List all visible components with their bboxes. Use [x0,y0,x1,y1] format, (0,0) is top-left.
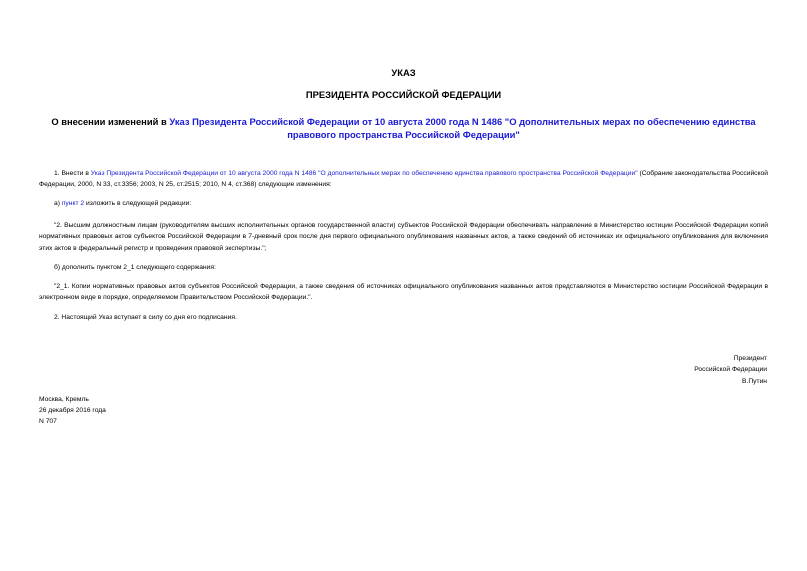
document-issuer: ПРЕЗИДЕНТА РОССИЙСКОЙ ФЕДЕРАЦИИ [305,89,502,100]
paragraph-b: б) дополнить пунктом 2_1 следующего содержания: [54,264,216,271]
place-date-block [39,395,106,427]
document-title: УКАЗ [391,67,416,78]
paragraph-1-decree-link[interactable]: Указ Президента Российской Федерации от 10 августа 2000 года N 1486 "О дополнительных мерах по обеспечению единства правового пространства Российской Федерации" [90,170,638,177]
paragraph-1-suffix: (Собрание законодательства Российской Федерации, 2000, N 33, ст.3356; 2003, N 25, ст.2515; 2010, N 4, ст.368) следующие изменения: [39,170,768,189]
paragraph-a [39,198,768,209]
signature-country: Российской Федерации [694,366,767,374]
document-subject [40,116,767,141]
paragraph-a-prefix: а) [54,200,62,207]
point-2-link[interactable]: пункт 2 [61,200,85,207]
paragraph-b-quote: "2_1. Копии нормативных правовых актов субъектов Российской Федерации, а также сведения об источниках официального опубликования названных актов представляются в Министерство юстиции Российской Федерации в электронном виде в порядке, определяемом Правительством Российской Федерации.". [39,283,768,302]
subject-decree-link[interactable]: Указ Президента Российской Федерации от 10 августа 2000 года N 1486 "О дополнительных мерах по обеспечению единства правового пространства Российской Федерации" [169,116,756,140]
decree-number: N 707 [39,417,57,425]
paragraph-1 [39,168,768,191]
paragraph-1-prefix: 1. Внести в [54,170,91,177]
subject-prefix: О внесении изменений в [51,116,170,127]
signature-title: Президент [733,355,767,362]
signature-block [694,353,767,387]
place: Москва, Кремль [39,396,89,403]
signature-name: В.Путин [742,377,767,385]
paragraph-a-quote: "2. Высшим должностным лицам (руководителям высших исполнительных органов государственной власти) субъектов Российской Федерации обеспечивать направление в Министерство юстиции Российской Федерации копий нормативных правовых актов субъектов Российской Федерации в 7-дневный срок после дня первого официального опубликования названных актов, а также сведений об источниках их официального опубликования для включения этих актов в федеральный регистр и проведения правовой экспертизы."; [39,222,768,252]
paragraph-a-suffix: изложить в следующей редакции: [84,200,192,207]
paragraph-2: 2. Настоящий Указ вступает в силу со дня его подписания. [54,314,237,321]
date: 26 декабря 2016 года [39,406,106,414]
